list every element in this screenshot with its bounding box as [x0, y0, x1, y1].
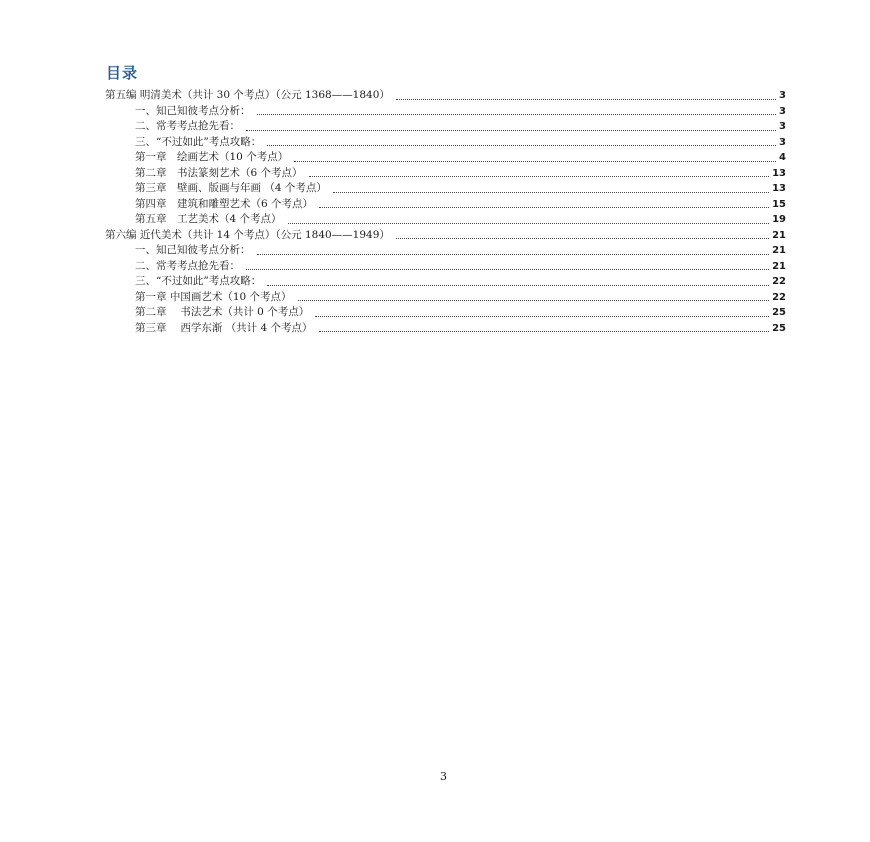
table-of-contents: [105, 88, 786, 336]
toc-entry[interactable]: [105, 88, 786, 104]
toc-entry-label: 二、常考考点抢先看：: [135, 120, 240, 132]
toc-entry[interactable]: [105, 228, 786, 244]
toc-dot-leader: [319, 330, 770, 332]
toc-entry-label: 第二章 书法艺术（共计 0 个考点）: [135, 306, 310, 318]
toc-entry-page: 13: [772, 183, 786, 194]
toc-dot-leader: [246, 129, 776, 131]
toc-dot-leader: [319, 206, 769, 208]
toc-entry-label: 第一章 绘画艺术（10 个考点）: [135, 151, 289, 163]
toc-entry[interactable]: [105, 243, 786, 259]
toc-entry-page: 21: [772, 245, 786, 256]
toc-dot-leader: [309, 175, 770, 177]
toc-entry-page: 4: [779, 152, 786, 163]
toc-entry[interactable]: [105, 119, 786, 135]
toc-entry[interactable]: [105, 274, 786, 290]
toc-dot-leader: [267, 284, 769, 286]
toc-entry-label: 一、知己知彼考点分析：: [135, 104, 251, 117]
toc-entry[interactable]: [105, 305, 786, 321]
toc-entry-label: 第六编 近代美术（共计 14 个考点）（公元 1840——1949）: [105, 228, 390, 241]
toc-entry-page: 25: [772, 322, 786, 334]
toc-entry-label: 第三章 西学东渐 （共计 4 个考点）: [135, 321, 313, 334]
toc-entry-page: 21: [772, 229, 786, 241]
toc-entry[interactable]: [105, 290, 786, 306]
toc-dot-leader: [288, 222, 770, 224]
toc-dot-leader: [257, 113, 777, 115]
toc-dot-leader: [333, 191, 769, 193]
toc-entry-label: 一、知己知彼考点分析：: [135, 244, 251, 256]
toc-entry[interactable]: [105, 321, 786, 337]
toc-entry-page: 22: [772, 291, 786, 303]
toc-entry-label: 第二章 书法篆刻艺术（6 个考点）: [135, 166, 303, 179]
toc-entry-label: 第一章 中国画艺术（10 个考点）: [135, 290, 292, 303]
toc-entry[interactable]: [105, 135, 786, 151]
toc-entry-page: 19: [772, 214, 786, 225]
toc-entry[interactable]: [105, 181, 786, 197]
toc-title: 目录: [106, 64, 139, 82]
toc-dot-leader: [257, 253, 770, 255]
toc-dot-leader: [396, 237, 769, 239]
toc-entry-page: 3: [779, 105, 786, 117]
toc-entry[interactable]: [105, 104, 786, 120]
toc-dot-leader: [396, 98, 776, 100]
toc-entry-page: 25: [772, 307, 786, 318]
toc-dot-leader: [267, 144, 776, 146]
toc-entry-label: 第四章 建筑和雕塑艺术（6 个考点）: [135, 197, 314, 210]
toc-entry-label: 第五编 明清美术（共计 30 个考点）（公元 1368——1840）: [105, 89, 390, 101]
toc-entry-label: 第五章 工艺美术（4 个考点）: [135, 213, 282, 225]
toc-entry[interactable]: [105, 212, 786, 228]
page-number: 3: [440, 770, 447, 783]
toc-dot-leader: [298, 299, 770, 301]
toc-entry-page: 13: [772, 167, 786, 179]
toc-entry-page: 22: [772, 276, 786, 287]
toc-entry-page: 3: [779, 136, 786, 148]
toc-entry-page: 15: [772, 198, 786, 210]
toc-entry[interactable]: [105, 166, 786, 182]
toc-entry[interactable]: [105, 259, 786, 275]
toc-entry-label: 三、“不过如此”考点攻略：: [135, 275, 262, 287]
toc-entry[interactable]: [105, 150, 786, 166]
toc-entry-label: 二、常考考点抢先看：: [135, 259, 240, 272]
toc-dot-leader: [246, 268, 769, 270]
toc-entry-label: 第三章 壁画、版画与年画 （4 个考点）: [135, 182, 327, 194]
toc-entry-page: 21: [772, 260, 786, 272]
toc-entry[interactable]: [105, 197, 786, 213]
toc-entry-page: 3: [779, 90, 786, 101]
toc-entry-page: 3: [779, 121, 786, 132]
toc-dot-leader: [294, 160, 776, 162]
toc-dot-leader: [315, 315, 769, 317]
toc-entry-label: 三、“不过如此”考点攻略：: [135, 135, 262, 148]
